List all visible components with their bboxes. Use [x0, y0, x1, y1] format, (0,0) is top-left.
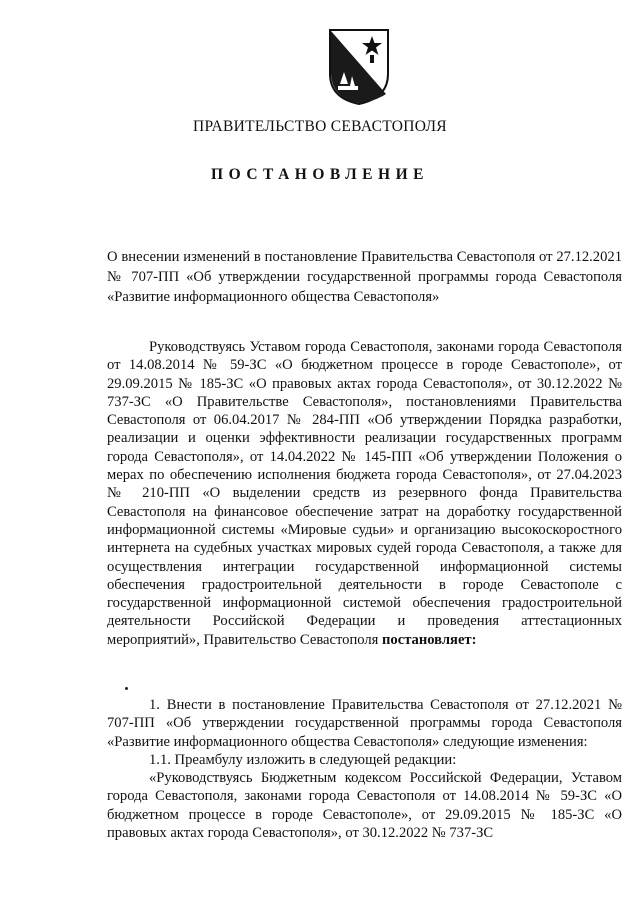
decree-word: постановляет:: [382, 631, 477, 648]
document-type: ПОСТАНОВЛЕНИЕ: [211, 166, 429, 183]
item-1: 1. Внести в постановление Правительства Севастополя от 27.12.2021 № 707-ПП «Об утверждении государственной программы города Севастополя «Развитие информационного общества Севастополя» следующие изменения:: [107, 697, 622, 750]
item-1-1-text: «Руководствуясь Бюджетным кодексом Российской Федерации, Уставом города Севастополя, законами города Севастополя от 14.08.2014 № 59-ЗС «О бюджетном процессе в городе Севастополе», от 29.09.2015 № 185-ЗС «О правовых актах города Севастополя», от 30.12.2022 № 737-ЗС: [107, 770, 622, 842]
preamble-paragraph: [107, 338, 622, 649]
item-1-1: 1.1. Преамбулу изложить в следующей редакции:: [149, 751, 457, 768]
decree-items: [107, 696, 622, 842]
preamble: [107, 338, 622, 649]
document-subject: О внесении изменений в постановление Правительства Севастополя от 27.12.2021 № 707-ПП «Об утверждении государственной программы города Севастополя «Развитие информационного общества Севастополя»: [107, 249, 622, 305]
preamble-text: Руководствуясь Уставом города Севастополя, законами города Севастополя от 14.08.2014 № 59-ЗС «О бюджетном процессе в городе Севастополе», от 29.09.2015 № 185-ЗС «О правовых актах города Севастополя», от 30.12.2022 № 737-ЗС «О Правительстве Севастополя», постановлениями Правительства Севастополя от 06.04.2017 № 284-ПП «Об утверждении Порядка разработки, реализации и оценки эффективности реализации государственных программ города Севастополя», от 14.04.2022 № 145-ПП «Об утверждении Положения о мерах по обеспечению исполнения бюджета города Севастополя», от 27.04.2023 № 210-ПП «О выделении средств из резервного фонда Правительства Севастополя на финансовое обеспечение затрат на доработку государственной информационной системы «Мировые судьи» и организацию высокоскоростного интернета на судебных участках мировых судей города Севастополя, а также для осуществления интеграции государственной информационной системы обеспечения градостроительной деятельности в городе Севастополе с государственной информационной системой обеспечения градостроительной деятельности Российской Федерации и проведения аттестационных мероприятий», Правительство Севастополя: [107, 339, 622, 648]
government-name: ПРАВИТЕЛЬСТВО СЕВАСТОПОЛЯ: [193, 118, 447, 135]
sevastopol-coat-of-arms-icon: [328, 28, 390, 106]
margin-mark: [125, 687, 128, 690]
